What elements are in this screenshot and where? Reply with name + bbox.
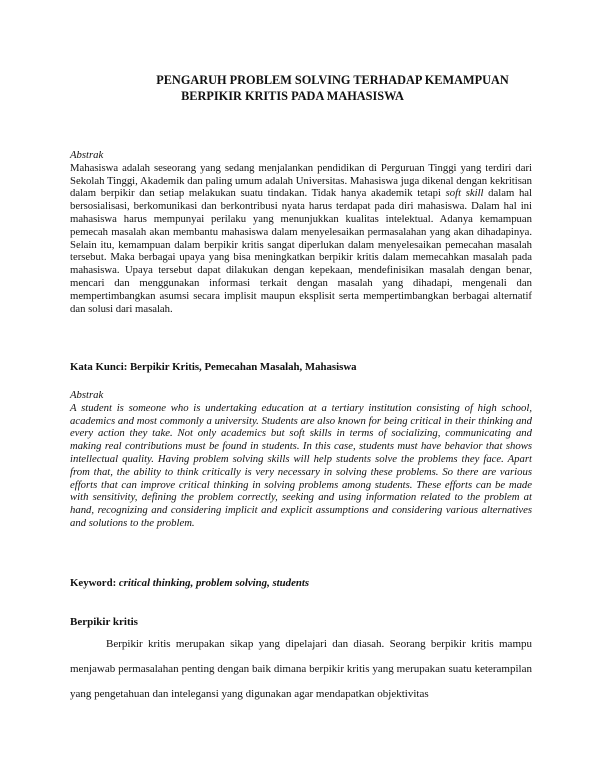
title-line-1: PENGARUH PROBLEM SOLVING TERHADAP KEMAMPUAN	[156, 73, 509, 87]
paper-title	[0, 72, 600, 104]
abstract-indonesian	[70, 149, 532, 315]
abstract-english	[70, 389, 532, 530]
title-line-2: BERPIKIR KRITIS PADA MAHASISWA	[181, 89, 404, 103]
abstract-text-part-2: dalam hal bersosialisasi, berkomunikasi dan berkontribusi nyata harus terdapat pada diri mahasiswa. Dalam hal ini mahasiswa harus mempunyai perilaku yang menunjukkan kualitas intelektual. Adanya kemampuan pemecah masalah akan membantu mahasiswa dalam menyelesaikan permasalahan yang akan dihadapinya. Selain itu, kemampuan dalam berpikir kritis sangat diperlukan dalam menyelesaikan pemecahan masalah tersebut. Maka berbagai upaya yang bisa meningkatkan berpikir kritis dalam memecahkan masalah pada mahasiswa. Upaya tersebut dapat dilakukan dengan kepekaan, mendefinisikan masalah dengan benar, mencari dan menggunakan informasi terkait dengan masalah yang dihadapi, mengenali dan mempertimbangkan asumsi secara implisit maupun eksplisit serta mempertimbangkan berbagai alternatif dan solusi dari masalah.	[70, 187, 532, 315]
abstract-en-text: A student is someone who is undertaking education at a tertiary institution consisting of high school, academics and most commonly a university. Students are also known for being critical in their thinking and every action they take. Not only academics but soft skills in terms of socializing, communicating and making real contributions must be found in students. In this case, students must have behavior that shows intellectual quality. Having problem solving skills will help students solve the problems they face. Apart from that, the ability to think critically is very necessary in solving these problems. So there are various efforts that can improve critical thinking in solving problems among students. These efforts can be made with sensitivity, defining the problem correctly, seeking and using information related to the problem at hand, recognizing and considering implicit and explicit assumptions and considering various alternatives and solutions to the problem.	[70, 401, 532, 529]
abstract-text	[70, 162, 532, 316]
abstract-en-label: Abstrak	[70, 389, 104, 401]
keywords-label: Keyword:	[70, 577, 119, 589]
section-paragraph: Berpikir kritis merupakan sikap yang dipelajari dan diasah. Seorang berpikir kritis mampu menjawab permasalahan penting dengan baik dimana berpikir kritis yang merupakan suatu keterampilan yang pengetahuan dan intelegansi yang digunakan agar mendapatkan objektivitas	[70, 638, 532, 700]
keywords-terms: critical thinking, problem solving, students	[118, 577, 310, 589]
abstract-label: Abstrak	[70, 149, 104, 161]
abstract-text-italic: soft skill	[445, 187, 484, 200]
keywords	[70, 577, 532, 589]
section-body	[70, 632, 532, 707]
abstract-text-part-1: Mahasiswa adalah seseorang yang sedang menjalankan pendidikan di Perguruan Tinggi yang terdiri dari Sekolah Tinggi, Akademik dan paling umum adalah Universitas. Mahasiswa juga dikenal dengan kekritisan dalam berpikir dan setiap melakukan suatu tindakan. Tidak hanya akademik tetapi	[70, 161, 532, 200]
kata-kunci: Kata Kunci: Berpikir Kritis, Pemecahan Masalah, Mahasiswa	[70, 361, 357, 373]
section-heading: Berpikir kritis	[70, 616, 138, 628]
